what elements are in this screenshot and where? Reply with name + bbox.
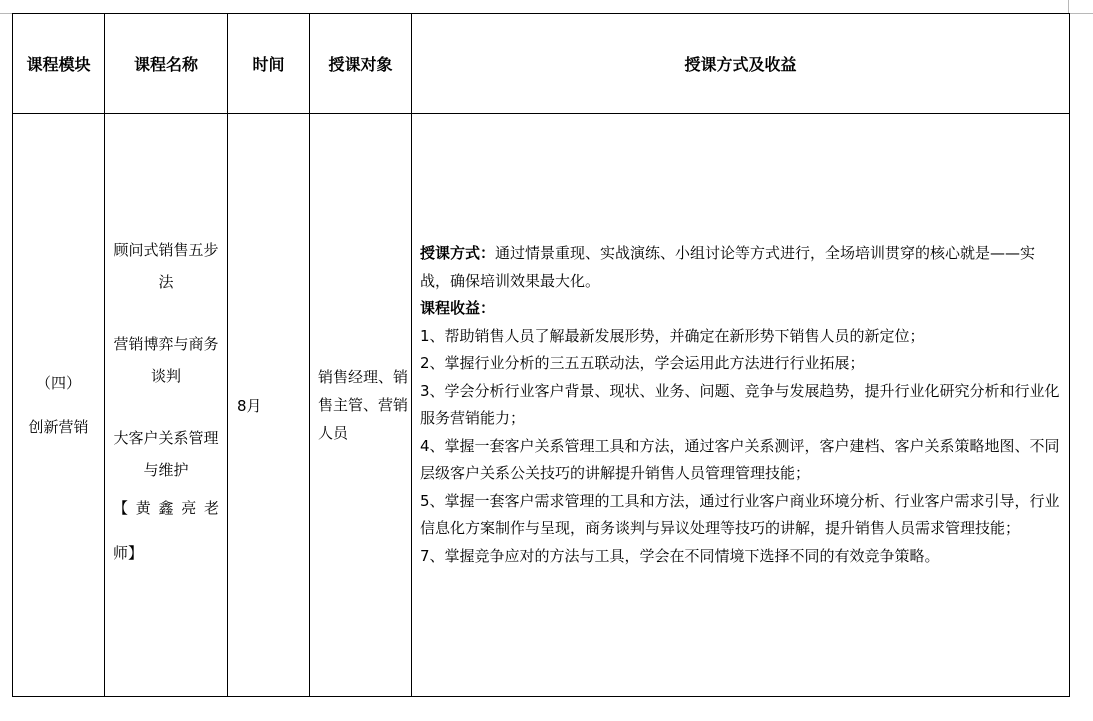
benefit-item: 2、掌握行业分析的三五五联动法，学会运用此方法进行行业拓展； <box>420 354 865 372</box>
cell-course-module <box>13 114 105 697</box>
benefit-item: 4、掌握一套客户关系管理工具和方法，通过客户关系测评，客户建档、客户关系策略地图、不同层级客户关系公关技巧的讲解提升销售人员管理管理技能； <box>420 436 1060 482</box>
spacer <box>113 392 219 422</box>
method-paragraph <box>420 240 1063 295</box>
benefit-item: 7、掌握竞争应对的方法与工具，学会在不同情境下选择不同的有效竞争策略。 <box>420 546 940 565</box>
course-name-item: 顾问式销售五步法 <box>113 241 219 291</box>
module-title: 创新营销 <box>28 418 89 436</box>
cell-time: 8月 <box>228 114 310 697</box>
header-course-name: 课程名称 <box>105 14 228 114</box>
table-row <box>13 114 1070 697</box>
teacher-name-tail: 师】 <box>113 544 144 562</box>
cell-method-and-benefit <box>412 114 1070 697</box>
benefit-item: 3、学会分析行业客户背景、现状、业务、问题、竞争与发展趋势，提升行业化研究分析和行业化服务营销能力； <box>420 381 1060 427</box>
page-corner-mark-left <box>0 13 12 14</box>
benefit-item: 1、帮助销售人员了解最新发展形势，并确定在新形势下销售人员的新定位； <box>420 326 925 345</box>
spacer <box>113 298 219 328</box>
course-name-item: 大客户关系管理与维护 <box>113 429 219 479</box>
header-time: 时间 <box>228 14 310 114</box>
page-corner-mark-right-vertical <box>1068 0 1069 13</box>
table-header-row <box>13 14 1070 114</box>
cell-course-name <box>105 114 228 697</box>
teacher-name: 【黄鑫亮老 <box>113 499 219 517</box>
header-method-and-benefit: 授课方式及收益 <box>412 14 1070 114</box>
header-course-module: 课程模块 <box>13 14 105 114</box>
benefit-item: 5、掌握一套客户需求管理的工具和方法，通过行业客户商业环境分析、行业客户需求引导，行业信息化方案制作与呈现，商务谈判与异议处理等技巧的讲解，提升销售人员需求管理技能； <box>420 491 1060 537</box>
page-corner-mark-right-horizontal <box>1068 13 1093 14</box>
course-table <box>12 13 1070 697</box>
method-label: 授课方式： <box>420 244 496 262</box>
header-audience: 授课对象 <box>310 14 412 114</box>
course-name-item: 营销博弈与商务谈判 <box>113 335 219 385</box>
benefit-label: 课程收益： <box>420 299 496 317</box>
module-number: （四） <box>35 374 81 392</box>
method-text: 通过情景重现、实战演练、小组讨论等方式进行，全场培训贯穿的核心就是——实战，确保培训效果最大化。 <box>420 244 1036 290</box>
cell-audience: 销售经理、销售主管、营销人员 <box>310 114 412 697</box>
